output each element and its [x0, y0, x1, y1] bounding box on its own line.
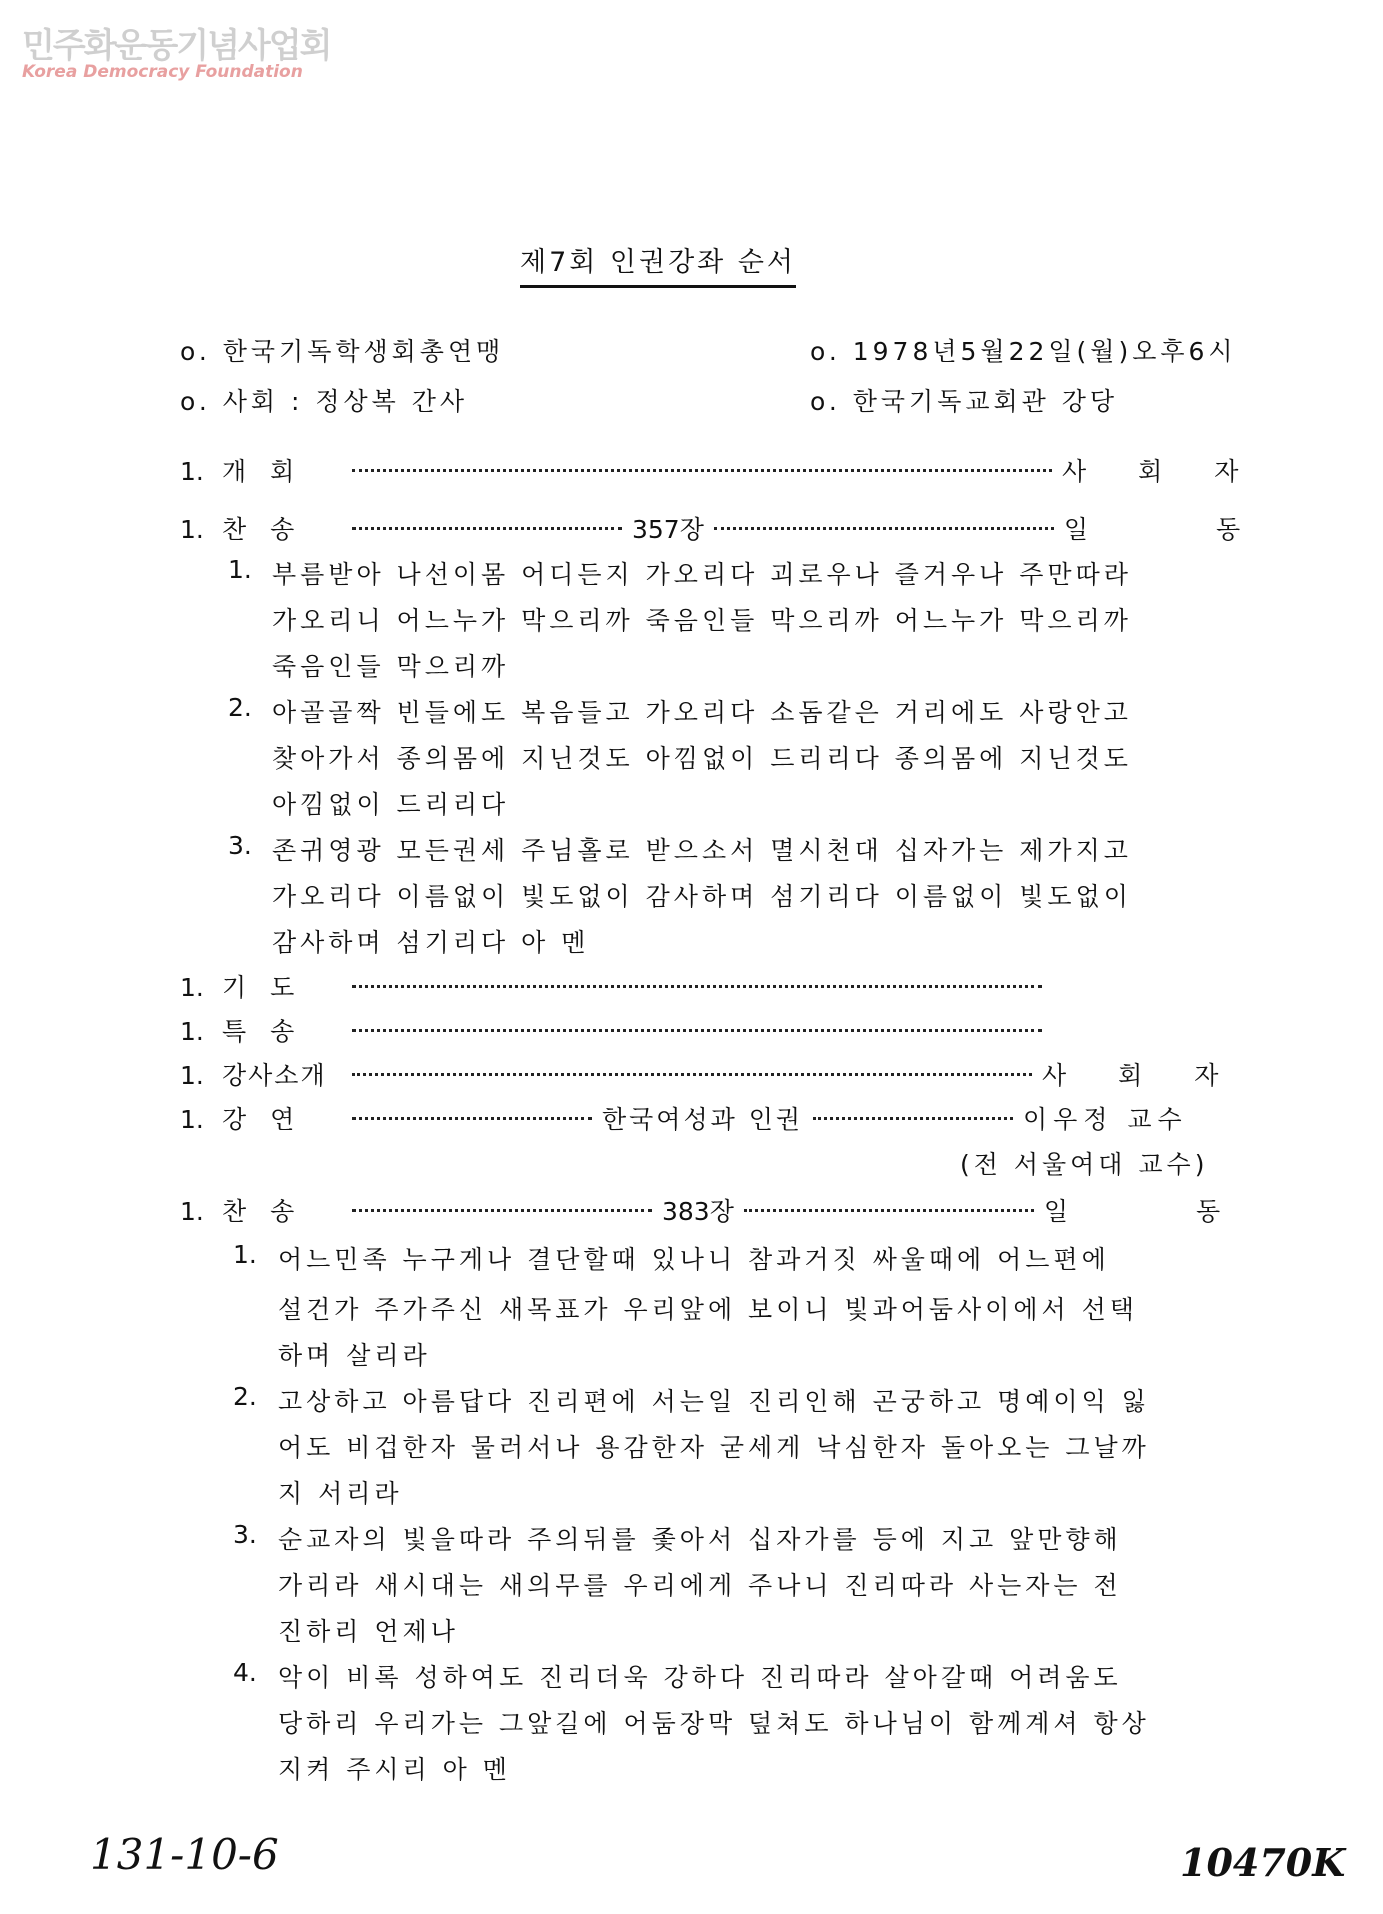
program-row-opening: 1. 개 회 사 회 자 — [180, 457, 1261, 486]
header-moderator: o. 사회 : 정상복 간사 — [180, 387, 469, 416]
speaker-note: (전 서울여대 교수) — [960, 1150, 1209, 1179]
header-date: o. 1978년5월22일(월)오후6시 — [810, 337, 1237, 366]
program-row-lecture: 1. 강 연 한국여성과 인권 이우정 교수 — [180, 1105, 1188, 1134]
watermark-korean: 민주화운동기념사업회 — [22, 26, 331, 66]
program-row-hymn2: 1. 찬 송 383장 일 동 — [180, 1197, 1281, 1226]
header-host: o. 한국기독학생회총연맹 — [180, 337, 505, 366]
program-row-hymn1: 1. 찬 송 357장 일 동 — [180, 515, 1301, 544]
document-title: 제7회 인권강좌 순서 — [520, 240, 796, 288]
watermark-english: Korea Democracy Foundation — [22, 62, 303, 82]
program-row-speaker-intro: 1. 강사소개 사 회 자 — [180, 1061, 1241, 1090]
handwritten-file-number: 131-10-6 — [90, 1830, 279, 1879]
handwritten-archive-number: 10470K — [1180, 1840, 1346, 1885]
program-row-prayer: 1. 기 도 — [180, 968, 1052, 1004]
header-venue: o. 한국기독교회관 강당 — [810, 387, 1119, 416]
program-row-special-song: 1. 특 송 — [180, 1012, 1052, 1048]
